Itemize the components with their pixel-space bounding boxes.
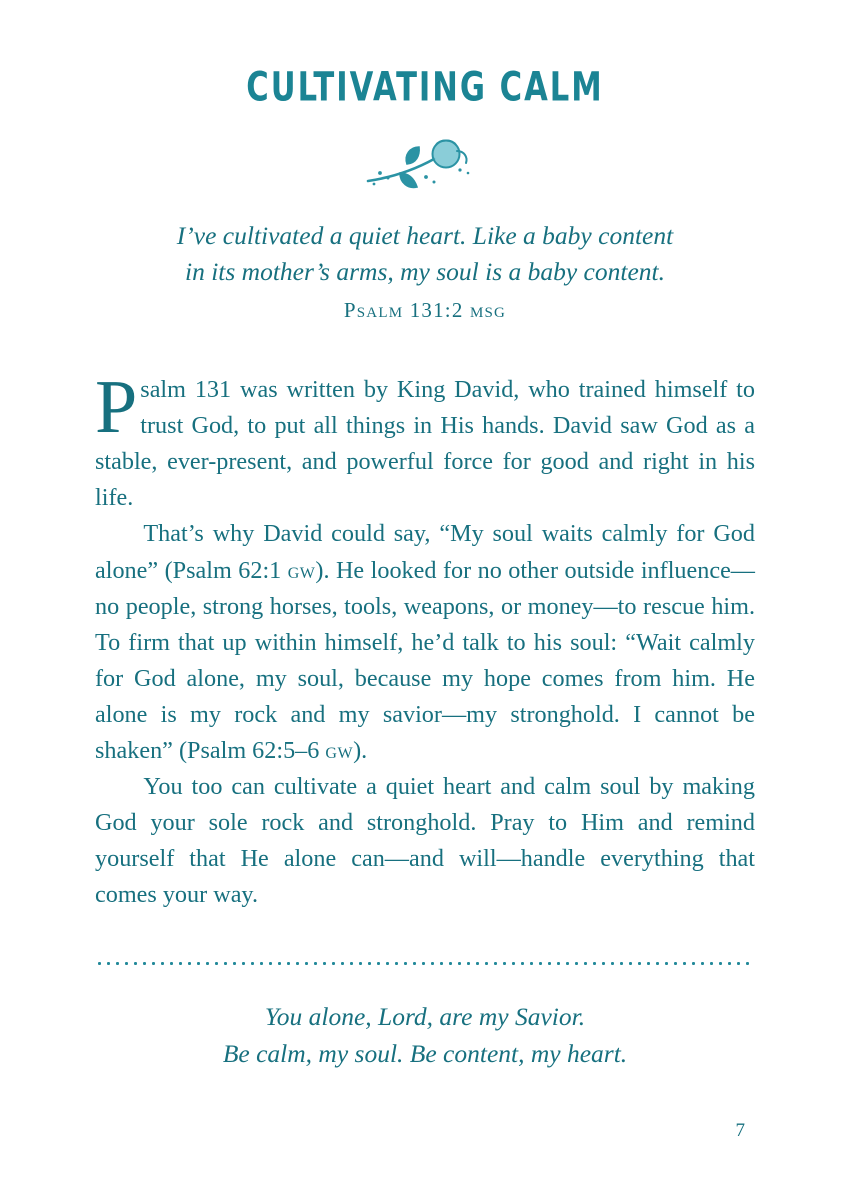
page-title: CULTIVATING CALM	[246, 64, 604, 112]
paragraph-2-text-c: ).	[353, 736, 368, 764]
paragraph-2	[95, 516, 755, 768]
paragraph-1-text: salm 131 was written by King David, who trained himself to trust God, to put all things in His hands. David saw God as a stable, ever-present, and powerful force for good and right in his life.	[95, 376, 755, 512]
closing-prayer	[95, 999, 755, 1073]
translation-abbr-gw-1: gw	[287, 557, 316, 583]
paragraph-2-text-a: That’s why David could say, “My soul waits calmly for God alone” (Psalm 62:1	[95, 520, 755, 584]
translation-abbr-gw-2: gw	[325, 737, 354, 763]
epigraph-line-2: in its mother’s arms, my soul is a baby content.	[184, 257, 665, 287]
paragraph-2-text-b: ). He looked for no other outside influence—no people, strong horses, tools, weapons, or money—to rescue him. To firm that up within himself, he’d talk to his soul: “Wait calmly for God alone, my soul, because my hope comes from him. He alone is my rock and my savior—my stronghold. I cannot be shaken” (Psalm 62:5–6	[95, 556, 755, 764]
paragraph-1	[95, 365, 755, 516]
drop-cap: P	[95, 365, 138, 450]
closing-line-1: You alone, Lord, are my Savior.	[264, 1002, 586, 1032]
epigraph-line-1: I’ve cultivated a quiet heart. Like a baby content	[176, 221, 674, 250]
page-number: 7	[735, 1120, 745, 1141]
dotted-divider	[95, 955, 755, 965]
flower-sprig-ornament	[95, 136, 755, 196]
epigraph	[95, 218, 755, 326]
closing-line-2: Be calm, my soul. Be content, my heart.	[222, 1039, 628, 1069]
body-copy	[95, 365, 755, 913]
epigraph-reference: Psalm 131:2 msg	[343, 298, 507, 323]
paragraph-3: You too can cultivate a quiet heart and calm soul by making God your sole rock and stronghold. Pray to Him and remind yourself that He alone can—and will—handle everything that comes your way.	[95, 772, 755, 909]
